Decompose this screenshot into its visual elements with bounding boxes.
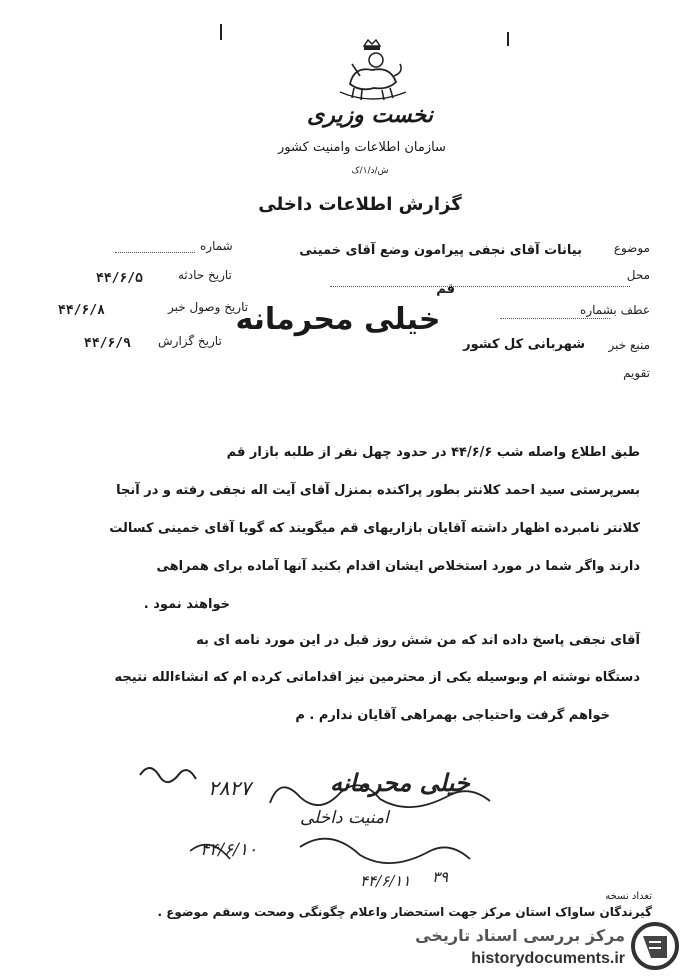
report-date-value: ۴۴/۶/۹ (84, 336, 131, 351)
watermark-persian-text: مرکز بررسی اسناد تاریخی (415, 926, 625, 945)
classification-stamp: خیلی محرمانه (235, 302, 441, 337)
body-line: طبق اطلاع واصله شب ۴۴/۶/۶ در حدود چهل نفر از طلبه بازار قم (226, 445, 640, 460)
organization-name: سازمان اطلاعات وامنیت کشور (278, 140, 446, 155)
government-title: نخست وزیری (307, 103, 433, 128)
body-line: دارند واگر شما در مورد استخلاص ایشان اقدام بکنید آنها آماده برای همراهی (156, 559, 640, 574)
body-line: بسرپرستی سید احمد کلانتر بطور پراکنده بمنزل آقای آیت اله نجفی رفته و در آنجا (116, 483, 640, 498)
recipients-footer: گیرندگان ساواک استان مرکز جهت استحضار واعلام چگونگی وصحت وسقم موضوع . (157, 905, 652, 919)
receipt-date-label: تاریخ وصول خبر (168, 300, 249, 314)
report-title: گزارش اطلاعات داخلی (258, 194, 462, 215)
body-line: خواهم گرفت واحتیاجی بهمراهی آقایان ندارم . م (295, 708, 610, 723)
organization-code: ش/د/۱/ک (351, 166, 389, 176)
report-date-label: تاریخ گزارش (158, 334, 222, 348)
calendar-label: تقویم (623, 366, 650, 380)
handwritten-number: ۲۸۲۷ (208, 776, 251, 800)
copies-label: تعداد نسخه (605, 891, 652, 902)
subject-value: بیانات آقای نجفی پیرامون وضع آقای خمینی (299, 243, 582, 258)
scan-mark (220, 24, 222, 40)
place-dotline (330, 286, 630, 287)
source-label: منبع خبر (608, 338, 650, 352)
incident-date-label: تاریخ حادثه (178, 268, 232, 282)
place-value: قم (436, 282, 455, 297)
body-line: دستگاه نوشته ام وبوسیله یکی از محترمین نیز اقداماتی کرده ام که انشاءالله نتیجه (114, 670, 640, 685)
handwritten-signature-scribbles-icon (130, 755, 610, 895)
body-line: کلانتر نامبرده اظهار داشته آقایان بازاریهای قم میگویند که گویا آقای خمینی کسالت (109, 521, 640, 536)
number-label: شماره (200, 239, 233, 253)
body-line: آقای نجفی پاسخ داده اند که من شش روز قبل در این مورد نامه ای به (196, 633, 640, 648)
incident-date-value: ۴۴/۶/۵ (96, 271, 143, 286)
watermark-url-text: historydocuments.ir (471, 950, 625, 967)
scan-mark (507, 32, 509, 46)
watermark (415, 918, 685, 976)
reference-dotline (500, 318, 610, 319)
handwritten-date: ۴۴/۶/۱۱ (360, 872, 411, 890)
reference-label: عطف بشماره (580, 303, 650, 317)
handwritten-number: ۳۹ (432, 868, 449, 886)
subject-label: موضوع (613, 241, 650, 255)
lion-and-sun-emblem-icon (330, 36, 414, 108)
handwritten-classification: خیلی محرمانه (330, 768, 470, 797)
number-dotline (115, 252, 195, 253)
history-documents-logo-icon (629, 920, 681, 972)
body-line: خواهند نمود . (143, 597, 230, 612)
source-value: شهربانی کل کشور (463, 337, 585, 352)
handwritten-note: امنیت داخلی (300, 808, 389, 828)
place-label: محل (626, 268, 650, 282)
handwritten-date: ۴۴/۶/۱۰ (200, 840, 258, 860)
receipt-date-value: ۴۴/۶/۸ (58, 303, 105, 318)
